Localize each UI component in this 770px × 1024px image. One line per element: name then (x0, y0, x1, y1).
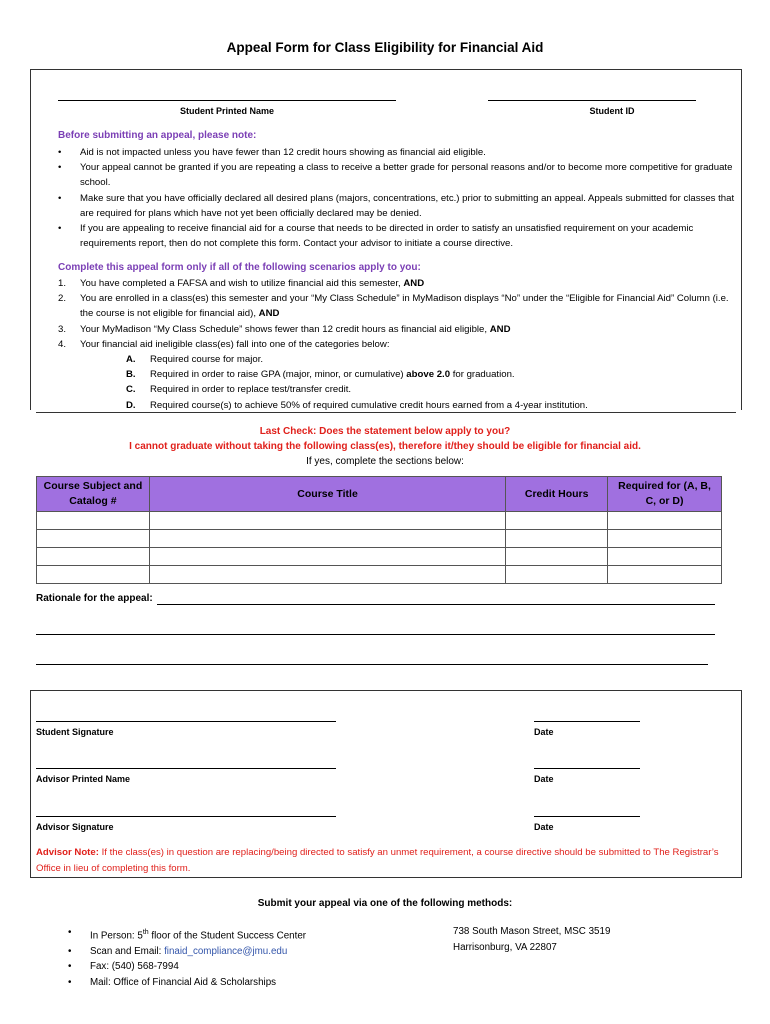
item-text: Your financial aid ineligible class(es) fall into one of the categories below: (80, 338, 390, 350)
column-header: Course Title (149, 477, 505, 512)
scenarios-heading: Complete this appeal form only if all of the following scenarios apply to you: (58, 262, 421, 273)
page-title: Appeal Form for Class Eligibility for Financial Aid (226, 40, 544, 55)
list-item: • Your appeal cannot be granted if you are repeating a class to receive a better grade for personal reasons and/or to become more competitive for graduate school. (58, 160, 738, 190)
student-id-label: Student ID (589, 106, 635, 116)
categories-list (58, 352, 738, 413)
student-date-field[interactable] (534, 721, 640, 722)
student-id-field[interactable] (488, 100, 696, 101)
advisor-note-label: Advisor Note: (36, 847, 99, 858)
table-cell[interactable] (37, 530, 150, 548)
advisor-name-date-field[interactable] (534, 768, 640, 769)
notes-list (58, 145, 738, 251)
table-row (37, 548, 722, 566)
category-letter: D. (126, 399, 136, 411)
list-item (68, 925, 428, 944)
rationale-label: Rationale for the appeal: (36, 593, 153, 604)
item-and: AND (489, 323, 511, 335)
list-item: • Aid is not impacted unless you have fewer than 12 credit hours showing as financial aid eligible. (58, 145, 738, 160)
column-header: Credit Hours (506, 477, 608, 512)
list-item (58, 398, 738, 413)
category-bold: above 2.0 (406, 369, 451, 381)
rationale-line-2[interactable] (36, 634, 715, 635)
table-header-row (37, 477, 722, 512)
table-cell[interactable] (37, 566, 150, 584)
list-item (58, 382, 738, 397)
list-item (58, 322, 738, 337)
table-cell[interactable] (608, 566, 722, 584)
column-header: Course Subject and Catalog # (37, 477, 150, 512)
student-name-label: Student Printed Name (179, 106, 274, 116)
advisor-note-text: If the class(es) in question are replacing/being directed to satisfy an unmet requirement, a course directive should be submitted to The Registrar’s Office in lieu of completing this form. (36, 847, 719, 874)
student-date-label: Date (534, 727, 554, 737)
category-text: Required course for major. (150, 354, 264, 365)
table-cell[interactable] (608, 512, 722, 530)
category-text-post: for graduation. (452, 369, 515, 381)
table-cell[interactable] (149, 512, 505, 530)
rationale-line-1[interactable] (157, 604, 715, 605)
email-link[interactable]: finaid_compliance@jmu.edu (164, 945, 288, 957)
in-person-text-post: floor of the Student Success Center (151, 930, 307, 942)
advisor-name-date-label: Date (534, 774, 554, 784)
student-signature-label: Student Signature (36, 727, 114, 737)
table-cell[interactable] (506, 548, 608, 566)
advisor-signature-date-field[interactable] (534, 816, 640, 817)
table-row (37, 512, 722, 530)
last-check (0, 424, 770, 469)
list-item (58, 276, 738, 291)
category-letter: C. (126, 384, 136, 396)
table-cell[interactable] (608, 548, 722, 566)
address-line: 738 South Mason Street, MSC 3519 (453, 926, 611, 937)
in-person-text: In Person: 5 (90, 930, 143, 942)
list-item: • Fax: (540) 568-7994 (68, 959, 428, 975)
table-row (37, 566, 722, 584)
student-signature-field[interactable] (36, 721, 336, 722)
email-label: Scan and Email: (90, 945, 162, 957)
item-number: 1. (58, 278, 67, 289)
list-item (58, 352, 738, 367)
table-cell[interactable] (506, 530, 608, 548)
table-cell[interactable] (608, 530, 722, 548)
category-text: Required in order to replace test/transfer credit. (150, 384, 352, 396)
category-letter: B. (126, 369, 136, 381)
student-name-field[interactable] (58, 100, 396, 101)
item-text: You are enrolled in a class(es) this semester and your “My Class Schedule” in MyMadison displays “No” under the “Eligible for Financial Aid” Column (i.e. the course is not eligible for financial aid), (80, 293, 729, 320)
advisor-name-label: Advisor Printed Name (36, 774, 131, 784)
item-text: You have completed a FAFSA and wish to utilize financial aid this semester, (80, 278, 401, 289)
item-number: 2. (58, 293, 67, 305)
list-item (68, 944, 428, 960)
item-number: 3. (58, 323, 67, 335)
advisor-note (36, 845, 732, 877)
advisor-signature-date-label: Date (534, 822, 554, 832)
list-item: • If you are appealing to receive financial aid for a course that needs to be directed in order to satisfy an unsatisfied requirement on your academic requirements report, then do not complete this form. Contact your advisor to initiate a course directive. (58, 221, 738, 251)
table-row (37, 530, 722, 548)
table-cell[interactable] (149, 530, 505, 548)
list-item (58, 337, 738, 352)
table-cell[interactable] (149, 548, 505, 566)
list-item (58, 367, 738, 382)
last-check-instruction: If yes, complete the sections below: (306, 456, 464, 467)
rationale-line-3[interactable] (36, 664, 708, 665)
table-cell[interactable] (506, 512, 608, 530)
table-cell[interactable] (506, 566, 608, 584)
advisor-signature-label: Advisor Signature (36, 822, 114, 832)
category-text: Required in order to raise GPA (major, minor, or cumulative) (150, 369, 404, 381)
advisor-name-field[interactable] (36, 768, 336, 769)
category-text: Required course(s) to achieve 50% of required cumulative credit hours earned from a 4-year institution. (150, 399, 588, 411)
last-check-statement: I cannot graduate without taking the following class(es), therefore it/they should be eligible for financial aid. (129, 441, 641, 452)
list-item: • Make sure that you have officially declared all desired plans (majors, concentrations, etc.) prior to submitting an appeal. Appeals submitted for classes that are required for plans which have not yet been officially declared may be denied. (58, 191, 738, 221)
in-person-sup: th (142, 929, 149, 936)
item-number: 4. (58, 338, 67, 350)
submit-methods (68, 925, 428, 990)
address-line: Harrisonburg, VA 22807 (453, 941, 557, 953)
table-cell[interactable] (149, 566, 505, 584)
notes-heading: Before submitting an appeal, please note: (58, 130, 257, 141)
submit-heading: Submit your appeal via one of the following methods: (257, 898, 513, 909)
category-letter: A. (126, 354, 136, 365)
scenarios-list (58, 276, 738, 352)
last-check-question: Last Check: Does the statement below apply to you? (259, 426, 511, 437)
list-item (58, 291, 738, 321)
advisor-signature-field[interactable] (36, 816, 336, 817)
table-cell[interactable] (37, 548, 150, 566)
item-and: AND (258, 308, 280, 320)
item-text: Your MyMadison “My Class Schedule” shows fewer than 12 credit hours as financial aid eligible, (80, 323, 488, 335)
table-cell[interactable] (37, 512, 150, 530)
course-table (36, 476, 722, 584)
mailing-address (453, 924, 610, 955)
list-item: • Mail: Office of Financial Aid & Scholarships (68, 975, 428, 991)
column-header: Required for (A, B, C, or D) (608, 477, 722, 512)
item-and: AND (403, 278, 425, 289)
